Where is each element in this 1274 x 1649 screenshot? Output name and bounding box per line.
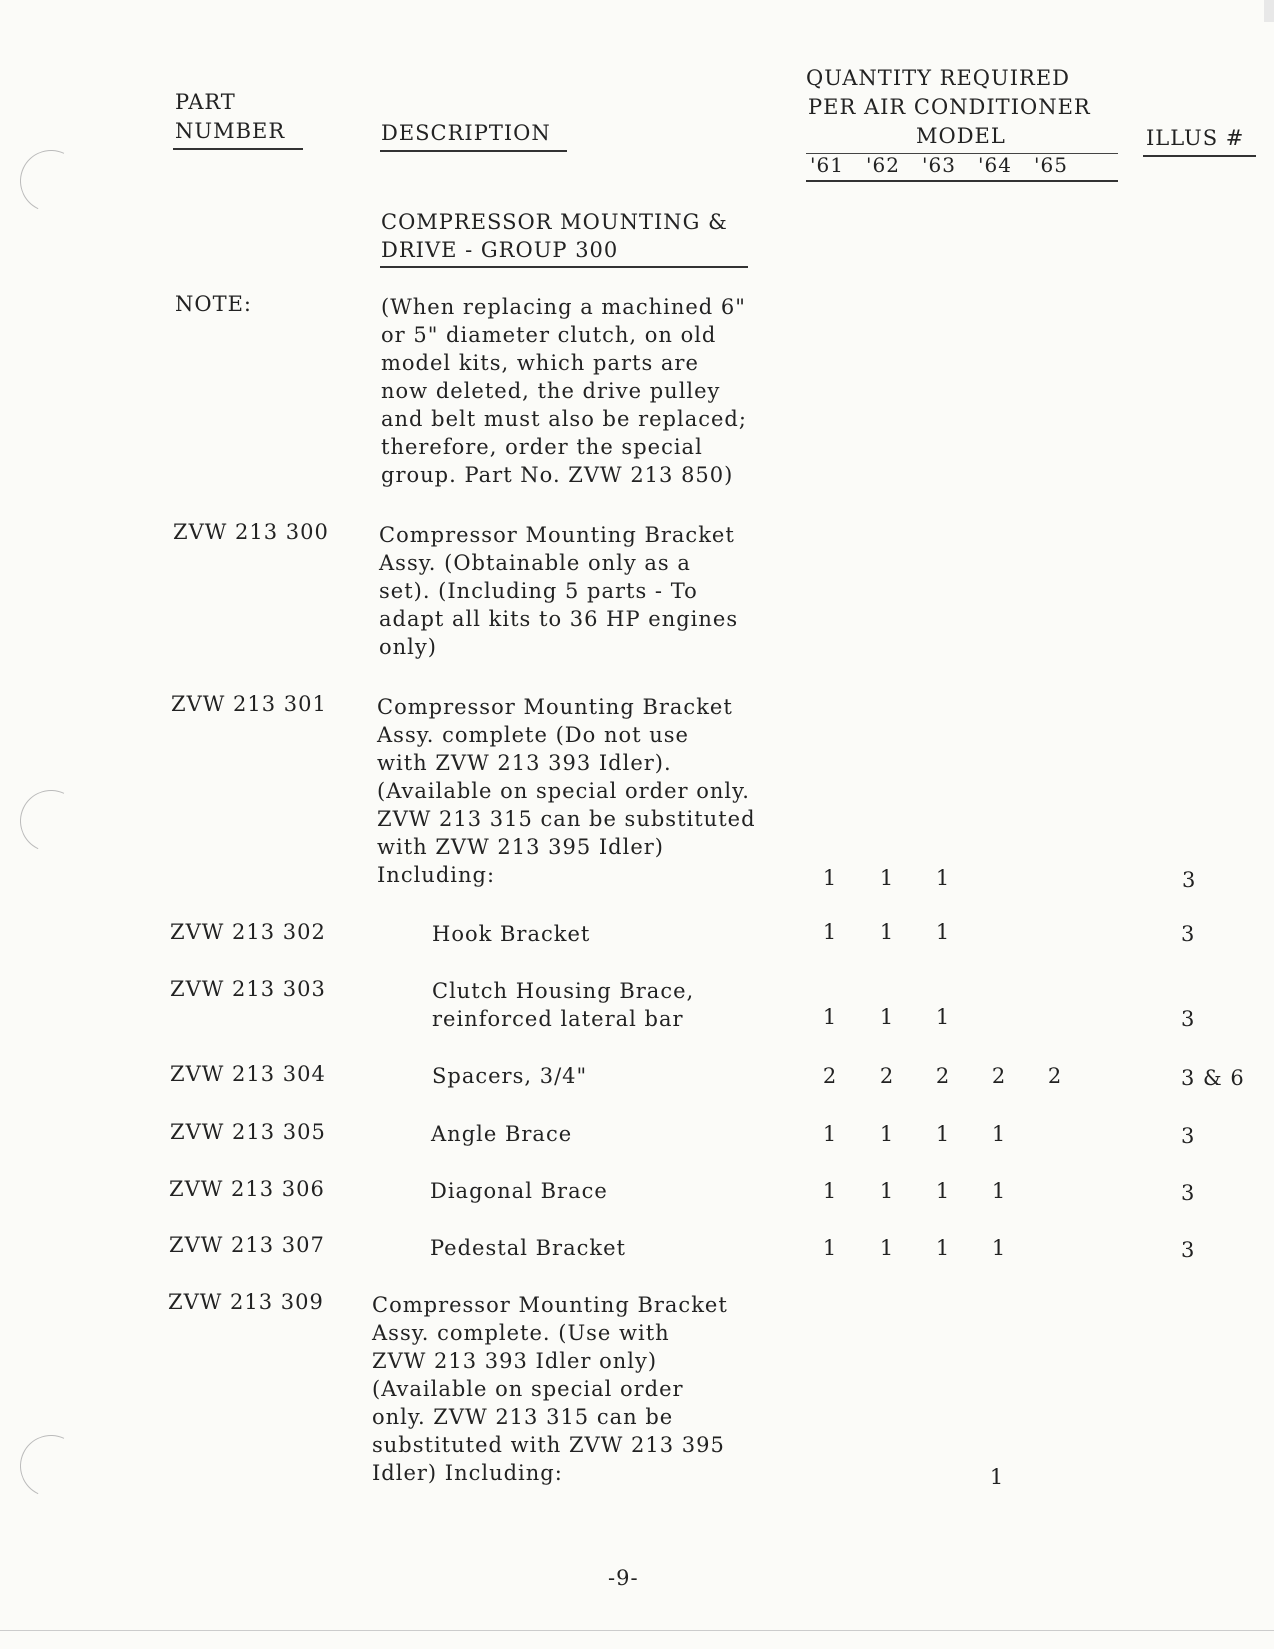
header-qty-line1: QUANTITY REQUIRED: [806, 66, 1070, 90]
part-number: ZVW 213 306: [169, 1177, 325, 1201]
header-qty-line3: MODEL: [916, 124, 1006, 148]
qty-62: 1: [879, 1179, 895, 1203]
qty-61: 1: [822, 920, 838, 944]
illus-number: 3: [1181, 1124, 1196, 1148]
qty-61: 1: [822, 1236, 838, 1260]
section-title-line1: COMPRESSOR MOUNTING &: [381, 210, 728, 234]
qty-63: 1: [935, 866, 951, 890]
header-illus: ILLUS #: [1146, 126, 1245, 150]
qty-64: 1: [989, 1465, 1005, 1489]
qty-63: 1: [935, 1005, 951, 1029]
year-63: '63: [922, 153, 956, 177]
part-description: Diagonal Brace: [430, 1179, 608, 1203]
qty-63: 1: [935, 1122, 951, 1146]
illus-number: 3: [1181, 1007, 1196, 1031]
punch-hole-mark: [11, 1426, 90, 1505]
part-number: ZVW 213 300: [173, 520, 329, 544]
part-description: Hook Bracket: [432, 922, 591, 946]
part-number: ZVW 213 301: [171, 692, 327, 716]
part-description: Compressor Mounting Bracket Assy. complete. (Use with ZVW 213 393 Idler only) (Available on special order only. ZVW 213 315 can be substituted with ZVW 213 395 Idler) Including:: [372, 1293, 728, 1485]
illus-number: 3: [1181, 1181, 1196, 1205]
note-text: (When replacing a machined 6" or 5" diameter clutch, on old model kits, which parts are now deleted, the drive pulley and belt must also be replaced; therefore, order the special group. Part No. ZVW 213 850): [381, 295, 747, 487]
part-number: ZVW 213 303: [170, 977, 326, 1001]
qty-63: 1: [935, 1236, 951, 1260]
qty-61: 1: [822, 866, 838, 890]
header-part-line2: NUMBER: [175, 119, 286, 143]
part-description: Compressor Mounting Bracket Assy. (Obtainable only as a set). (Including 5 parts - To adapt all kits to 36 HP engines only): [379, 523, 739, 659]
qty-62: 1: [879, 920, 895, 944]
qty-63: 1: [935, 920, 951, 944]
header-qty-line2: PER AIR CONDITIONER: [808, 95, 1091, 119]
year-62: '62: [866, 153, 900, 177]
scan-edge: [0, 1630, 1274, 1631]
punch-hole-mark: [11, 781, 90, 860]
qty-62: 2: [879, 1064, 895, 1088]
qty-63: 2: [935, 1064, 951, 1088]
qty-64: 1: [991, 1122, 1007, 1146]
part-description: Angle Brace: [431, 1122, 573, 1146]
year-64: '64: [978, 153, 1012, 177]
illus-number: 3: [1181, 1238, 1196, 1262]
part-number: ZVW 213 302: [170, 920, 326, 944]
page-number: -9-: [608, 1566, 639, 1590]
year-65: '65: [1034, 153, 1068, 177]
part-description: Pedestal Bracket: [430, 1236, 626, 1260]
qty-64: 2: [991, 1064, 1007, 1088]
part-description: Compressor Mounting Bracket Assy. complete (Do not use with ZVW 213 393 Idler). (Available on special order only. ZVW 213 315 can be substituted with ZVW 213 395 Idler) Including:: [377, 695, 756, 887]
qty-64: 1: [991, 1236, 1007, 1260]
header-underline: [806, 180, 1118, 182]
part-description: Spacers, 3/4": [432, 1064, 588, 1088]
part-description: Clutch Housing Brace, reinforced lateral bar: [432, 979, 695, 1031]
note-label: NOTE:: [175, 292, 253, 316]
qty-61: 1: [822, 1179, 838, 1203]
illus-number: 3 & 6: [1181, 1066, 1245, 1090]
header-underline: [806, 153, 1118, 154]
header-underline: [380, 150, 567, 152]
qty-62: 1: [879, 1005, 895, 1029]
qty-64: 1: [991, 1179, 1007, 1203]
qty-61: 2: [822, 1064, 838, 1088]
qty-61: 1: [822, 1122, 838, 1146]
qty-63: 1: [935, 1179, 951, 1203]
section-title-underline: [380, 266, 748, 268]
punch-hole-mark: [11, 141, 90, 220]
qty-61: 1: [822, 1005, 838, 1029]
year-61: '61: [810, 153, 844, 177]
header-underline: [1143, 155, 1256, 157]
header-part-line1: PART: [175, 90, 236, 114]
section-title-line2: DRIVE - GROUP 300: [381, 238, 619, 262]
qty-62: 1: [879, 1122, 895, 1146]
part-number: ZVW 213 305: [170, 1120, 326, 1144]
illus-number: 3: [1181, 922, 1196, 946]
part-number: ZVW 213 304: [170, 1062, 326, 1086]
illus-number: 3: [1182, 868, 1197, 892]
part-number: ZVW 213 309: [168, 1290, 324, 1314]
scan-edge: [1264, 0, 1274, 22]
qty-65: 2: [1047, 1064, 1063, 1088]
part-number: ZVW 213 307: [169, 1233, 325, 1257]
qty-62: 1: [879, 1236, 895, 1260]
header-description: DESCRIPTION: [381, 121, 551, 145]
qty-62: 1: [879, 866, 895, 890]
header-underline: [173, 148, 303, 150]
